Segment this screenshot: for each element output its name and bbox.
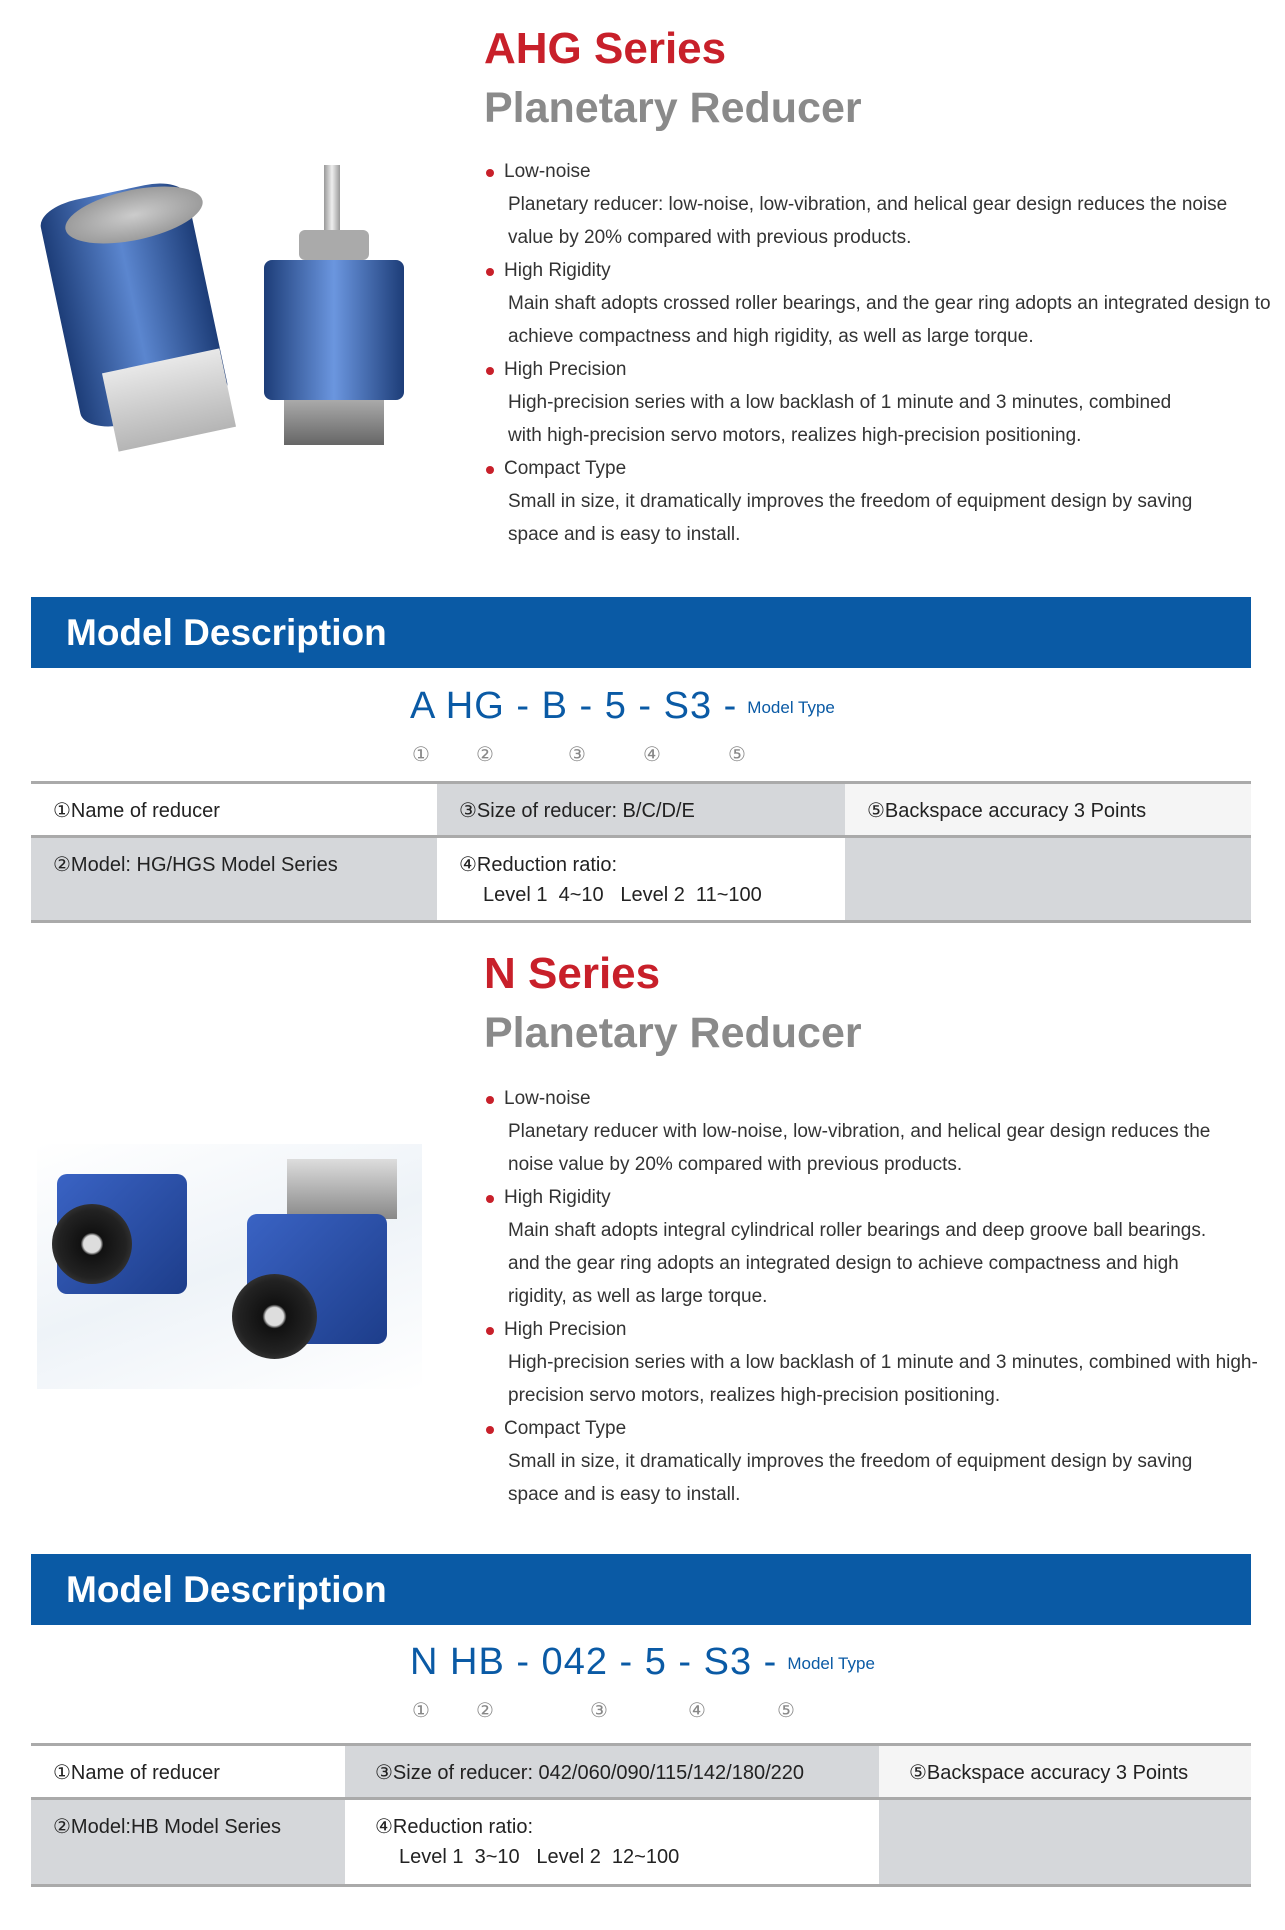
feature-title: Compact Type — [486, 452, 1276, 485]
product-image-ahg — [49, 160, 429, 450]
model-series: ②Model: HG/HGS Model Series — [31, 838, 437, 920]
feature-title: High Precision — [486, 1313, 1276, 1346]
feature-title: Low-noise — [486, 155, 1276, 188]
reduction-ratio-label: ④Reduction ratio: — [375, 1816, 534, 1838]
feature-desc: Small in size, it dramatically improves the freedom of equipment design by saving space and is easy to install. — [508, 491, 1193, 545]
marker: ② — [476, 1700, 494, 1722]
empty-cell — [845, 838, 1251, 920]
reduction-ratio — [345, 1800, 879, 1884]
feature-title: Low-noise — [486, 1082, 1276, 1115]
feature-desc: High-precision series with a low backlash of 1 minute and 3 minutes, combined with high-precision servo motors, realizes high-precision positioning. — [508, 392, 1172, 446]
feature-desc: Main shaft adopts crossed roller bearings, and the gear ring adopts an integrated design to achieve compactness and high rigidity, as well as large torque. — [508, 293, 1271, 347]
model-description-banner: Model Description — [31, 597, 1251, 668]
marker: ③ — [590, 1700, 608, 1722]
reduction-ratio — [437, 838, 845, 920]
feature-list — [486, 155, 1276, 551]
size-of-reducer: ③Size of reducer: 042/060/090/115/142/180/220 — [345, 1746, 879, 1797]
model-description-banner: Model Description — [31, 1554, 1251, 1625]
name-of-reducer: ①Name of reducer — [31, 784, 437, 835]
empty-cell — [879, 1800, 1251, 1884]
reduction-ratio-label: ④Reduction ratio: — [459, 854, 618, 876]
model-code — [410, 685, 835, 728]
model-table — [31, 1743, 1251, 1887]
model-type-label: Model Type — [747, 697, 835, 717]
feature-desc: Planetary reducer: low-noise, low-vibration, and helical gear design reduces the noise value by 20% compared with previous products. — [508, 194, 1228, 248]
model-series: ②Model:HB Model Series — [31, 1800, 345, 1884]
feature-desc: Small in size, it dramatically improves the freedom of equipment design by saving space and is easy to install. — [508, 1451, 1193, 1505]
marker: ① — [412, 744, 430, 766]
marker: ① — [412, 1700, 430, 1722]
reduction-ratio-levels: Level 1 3~10 Level 2 12~100 — [399, 1846, 680, 1868]
series-subtitle: Planetary Reducer — [484, 84, 862, 132]
feature-list — [486, 1082, 1276, 1511]
marker: ④ — [643, 744, 661, 766]
marker: ⑤ — [728, 744, 746, 766]
name-of-reducer: ①Name of reducer — [31, 1746, 345, 1797]
marker: ② — [476, 744, 494, 766]
model-table — [31, 781, 1251, 923]
size-of-reducer: ③Size of reducer: B/C/D/E — [437, 784, 845, 835]
feature-title: Compact Type — [486, 1412, 1276, 1445]
backspace-accuracy: ⑤Backspace accuracy 3 Points — [845, 784, 1251, 835]
series-subtitle: Planetary Reducer — [484, 1009, 862, 1057]
series-title: AHG Series — [484, 24, 727, 73]
series-title: N Series — [484, 949, 661, 998]
feature-title: High Rigidity — [486, 254, 1276, 287]
marker: ④ — [688, 1700, 706, 1722]
feature-title: High Precision — [486, 353, 1276, 386]
marker: ③ — [568, 744, 586, 766]
model-code-text: A HG - B - 5 - S3 - — [410, 685, 738, 727]
model-code — [410, 1641, 875, 1684]
model-code-text: N HB - 042 - 5 - S3 - — [410, 1641, 778, 1683]
backspace-accuracy: ⑤Backspace accuracy 3 Points — [879, 1746, 1251, 1797]
feature-title: High Rigidity — [486, 1181, 1276, 1214]
marker: ⑤ — [777, 1700, 795, 1722]
feature-desc: Planetary reducer with low-noise, low-vibration, and helical gear design reduces the noise value by 20% compared with previous products. — [508, 1121, 1211, 1175]
model-type-label: Model Type — [787, 1653, 875, 1673]
product-image-n — [37, 1144, 422, 1389]
reduction-ratio-levels: Level 1 4~10 Level 2 11~100 — [483, 884, 762, 906]
feature-desc: High-precision series with a low backlash of 1 minute and 3 minutes, combined with high-precision servo motors, realizes high-precision positioning. — [508, 1352, 1258, 1406]
feature-desc: Main shaft adopts integral cylindrical roller bearings and deep groove ball bearings. and the gear ring adopts an integrated design to achieve compactness and high rigidity, as well as large torque. — [508, 1220, 1207, 1307]
